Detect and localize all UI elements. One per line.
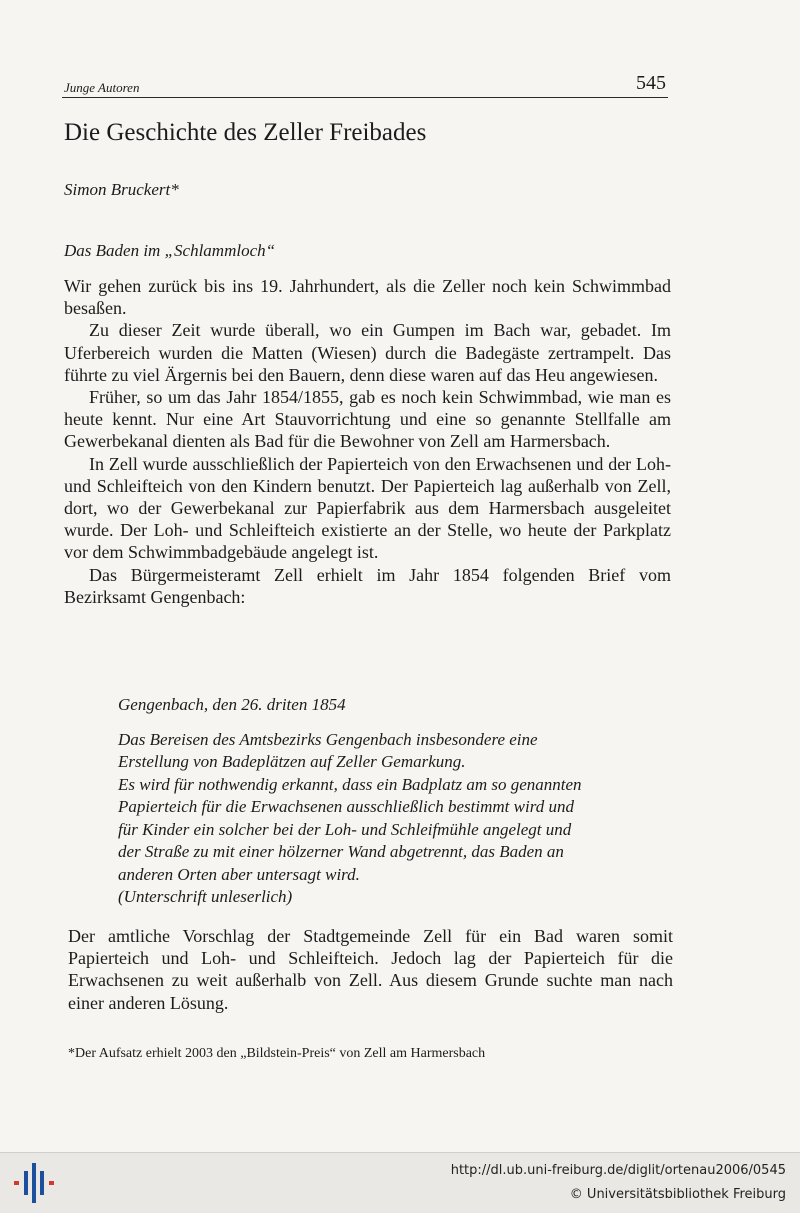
article-author: Simon Bruckert* [64, 180, 179, 199]
letter-line: anderen Orten aber untersagt wird. [118, 864, 360, 884]
letter-line: Erstellung von Badeplätzen auf Zeller Gemarkung. [118, 752, 466, 771]
section-heading: Das Baden im „Schlammloch“ [64, 241, 276, 260]
viewer-footer [0, 1152, 800, 1213]
letter-signature: (Unterschrift unleserlich) [118, 887, 293, 906]
letter-line: der Straße zu mit einer hölzerner Wand abgetrennt, das Baden an [118, 842, 564, 861]
ub-freiburg-logo-icon [10, 1161, 58, 1205]
letter-line: für Kinder ein solcher bei der Loh- und Schleifmühle angelegt und [118, 819, 572, 839]
article-title: Die Geschichte des Zeller Freibades [64, 119, 427, 146]
footnote: *Der Aufsatz erhielt 2003 den „Bildstein-Preis“ von Zell am Harmersbach [68, 1046, 486, 1061]
page-number: 545 [636, 72, 666, 94]
closing-text-block [68, 925, 673, 1014]
quoted-letter [118, 694, 678, 909]
paragraph: Der amtliche Vorschlag der Stadtgemeinde Zell für ein Bad waren somit Papierteich und Loh- und Schleifteich. Jedoch lag der Papierteich für die Erwachsenen zu weit außerhalb von Zell. Aus diesem Grunde suchte man nach einer anderen Lösung. [68, 926, 673, 1013]
paragraph: In Zell wurde ausschließlich der Papierteich von den Erwachsenen und der Loh- und Schleifteich von den Kindern benutzt. Der Papierteich lag außerhalb von Zell, dort, wo der Gewerbekanal zur Papierfabrik aus dem Harmersbach ausgeleitet wurde. Der Loh- und Schleifteich existierte an der Stelle, wo heute der Parkplatz vor dem Schwimmbadgebäude angelegt ist. [64, 453, 671, 563]
copyright-notice: © Universitätsbibliothek Freiburg [569, 1187, 786, 1202]
running-header-section: Junge Autoren [64, 80, 140, 95]
paragraph: Das Bürgermeisteramt Zell erhielt im Jahr 1854 folgenden Brief vom Bezirksamt Gengenbach: [64, 564, 671, 607]
body-text-block [64, 275, 671, 608]
paragraph: Früher, so um das Jahr 1854/1855, gab es noch kein Schwimmbad, wie man es heute kennt. Nur eine Art Stauvorrichtung und eine so genannte Stellfalle am Gewerbekanal dienten als Bad für die Bewohner von Zell am Harmersbach. [64, 387, 671, 452]
letter-line: Das Bereisen des Amtsbezirks Gengenbach insbesondere eine [118, 729, 538, 749]
header-rule [62, 97, 668, 98]
letter-place-date: Gengenbach, den 26. driten 1854 [118, 695, 346, 714]
paragraph: Zu dieser Zeit wurde überall, wo ein Gumpen im Bach war, gebadet. Im Uferbereich wurden die Matten (Wiesen) durch die Badegäste zertrampelt. Das führte zu viel Ärgernis bei den Bauern, denn diese waren auf das Heu angewiesen. [64, 320, 671, 385]
paragraph: Wir gehen zurück bis ins 19. Jahrhundert, als die Zeller noch kein Schwimmbad besaßen. [64, 276, 671, 319]
source-url-link[interactable]: http://dl.ub.uni-freiburg.de/diglit/ortenau2006/0545 [450, 1163, 786, 1178]
letter-line: Papierteich für die Erwachsenen ausschließlich bestimmt wird und [118, 797, 574, 816]
letter-line: Es wird für nothwendig erkannt, dass ein Badplatz am so genannten [118, 774, 582, 794]
